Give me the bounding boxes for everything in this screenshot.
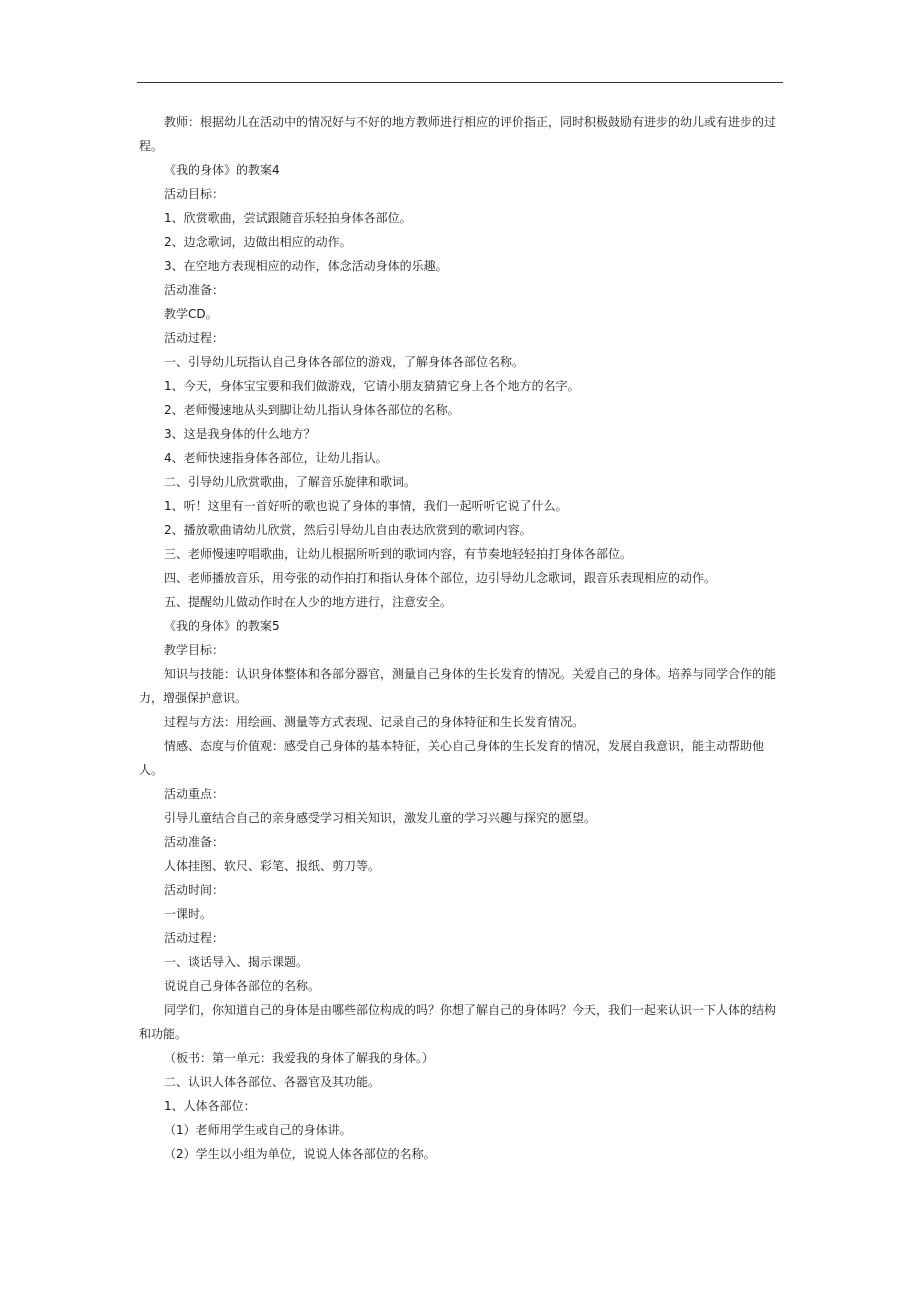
paragraph: （2）学生以小组为单位，说说人体各部位的名称。 [164,1147,436,1161]
paragraph: 教学CD。 [164,307,218,321]
paragraph: 活动准备： [164,835,225,849]
paragraph: 二、引导幼儿欣赏歌曲，了解音乐旋律和歌词。 [164,475,417,489]
paragraph: 4、老师快速指身体各部位，让幼儿指认。 [164,451,388,465]
paragraph: 人体挂图、软尺、彩笔、报纸、剪刀等。 [164,859,381,873]
paragraph: 1、今天，身体宝宝要和我们做游戏，它请小朋友猜猜它身上各个地方的名字。 [164,379,580,393]
paragraph: （1）老师用学生或自己的身体讲。 [164,1123,352,1137]
paragraph: 五、提醒幼儿做动作时在人少的地方进行，注意安全。 [164,595,453,609]
paragraph: 知识与技能：认识身体整体和各部分器官，测量自己身体的生长发育的情况。关爱自己的身体。培养与同学合作的能力，增强保护意识。 [139,667,777,705]
paragraph: 二、认识人体各部位、各器官及其功能。 [164,1075,381,1089]
paragraph: 1、听！这里有一首好听的歌也说了身体的事情，我们一起听听它说了什么。 [164,499,568,513]
paragraph: 教学目标： [164,643,225,657]
paragraph: 一、谈话导入、揭示课题。 [164,955,309,969]
section-title: 《我的身体》的教案4 [164,163,280,177]
paragraph: 活动时间： [164,883,225,897]
paragraph: 活动准备： [164,283,225,297]
paragraph: 同学们，你知道自己的身体是由哪些部位构成的吗？你想了解自己的身体吗？今天，我们一起来认识一下人体的结构和功能。 [139,1003,777,1041]
paragraph: 情感、态度与价值观：感受自己身体的基本特征，关心自己身体的生长发育的情况，发展自我意识，能主动帮助他人。 [139,739,765,777]
paragraph: 2、老师慢速地从头到脚让幼儿指认身体各部位的名称。 [164,403,460,417]
paragraph: 活动重点： [164,787,225,801]
paragraph: 一、引导幼儿玩指认自己身体各部位的游戏，了解身体各部位名称。 [164,355,525,369]
paragraph: 说说自己身体各部位的名称。 [164,979,321,993]
paragraph: 3、在空地方表现相应的动作，体念活动身体的乐趣。 [164,259,448,273]
paragraph: 引导儿童结合自己的亲身感受学习相关知识，激发儿童的学习兴趣与探究的愿望。 [164,811,597,825]
paragraph: 三、老师慢速哼唱歌曲，让幼儿根据所听到的歌词内容，有节奏地轻轻拍打身体各部位。 [164,547,633,561]
paragraph: 3、这是我身体的什么地方？ [164,427,316,441]
section-title: 《我的身体》的教案5 [164,619,280,633]
paragraph: 活动目标： [164,187,225,201]
paragraph: 教师：根据幼儿在活动中的情况好与不好的地方教师进行相应的评价指正，同时积极鼓励有进步的幼儿或有进步的过程。 [139,115,777,153]
paragraph: 1、欣赏歌曲，尝试跟随音乐轻拍身体各部位。 [164,211,412,225]
paragraph: 四、老师播放音乐，用夸张的动作拍打和指认身体个部位，边引导幼儿念歌词，跟音乐表现相应的动作。 [164,571,717,585]
paragraph: 活动过程： [164,931,225,945]
paragraph: 2、播放歌曲请幼儿欣赏，然后引导幼儿自由表达欣赏到的歌词内容。 [164,523,532,537]
paragraph: 1、人体各部位： [164,1099,256,1113]
header-rule [137,82,783,83]
paragraph: 2、边念歌词，边做出相应的动作。 [164,235,352,249]
paragraph: 一课时。 [164,907,213,921]
paragraph: （板书：第一单元：我爱我的身体了解我的身体。） [164,1051,435,1065]
document-body [139,110,783,1166]
paragraph: 活动过程： [164,331,225,345]
paragraph: 过程与方法：用绘画、测量等方式表现、记录自己的身体特征和生长发育情况。 [164,715,585,729]
